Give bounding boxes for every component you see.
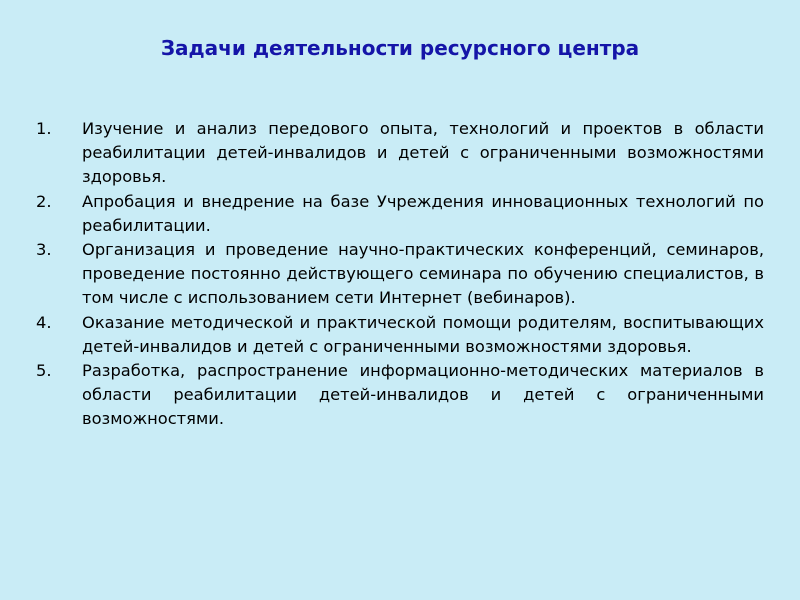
task-item-3: [36, 238, 764, 311]
task-text: Разработка, распространение информационно-методических материалов в области реабилитации детей-инвалидов и детей с ограниченными возможностями.: [82, 361, 764, 429]
task-item-4: [36, 311, 764, 359]
task-number: 3.: [36, 240, 52, 260]
task-text: Организация и проведение научно-практических конференций, семинаров, проведение постоянно действующего семинара по обучению специалистов, в том числе с использованием сети Интернет (вебинаров).: [82, 240, 764, 308]
slide-title: Задачи деятельности ресурсного центра: [160, 36, 640, 60]
task-number: 1.: [36, 119, 52, 138]
task-item-1: [36, 117, 764, 190]
task-number: 4.: [36, 312, 52, 332]
task-item-5: [36, 359, 764, 432]
task-text: Изучение и анализ передового опыта, технологий и проектов в области реабилитации детей-инвалидов и детей с ограниченными возможностями здоровья.: [82, 119, 764, 187]
task-text: Апробация и внедрение на базе Учреждения инновационных технологий по реабилитации.: [82, 191, 764, 235]
task-number: 2.: [36, 191, 52, 211]
task-item-2: [36, 190, 764, 238]
task-text: Оказание методической и практической помощи родителям, воспитывающих детей-инвалидов и детей с ограниченными возможностями здоровья.: [82, 312, 764, 356]
task-list: [36, 117, 764, 432]
task-number: 5.: [36, 361, 52, 381]
